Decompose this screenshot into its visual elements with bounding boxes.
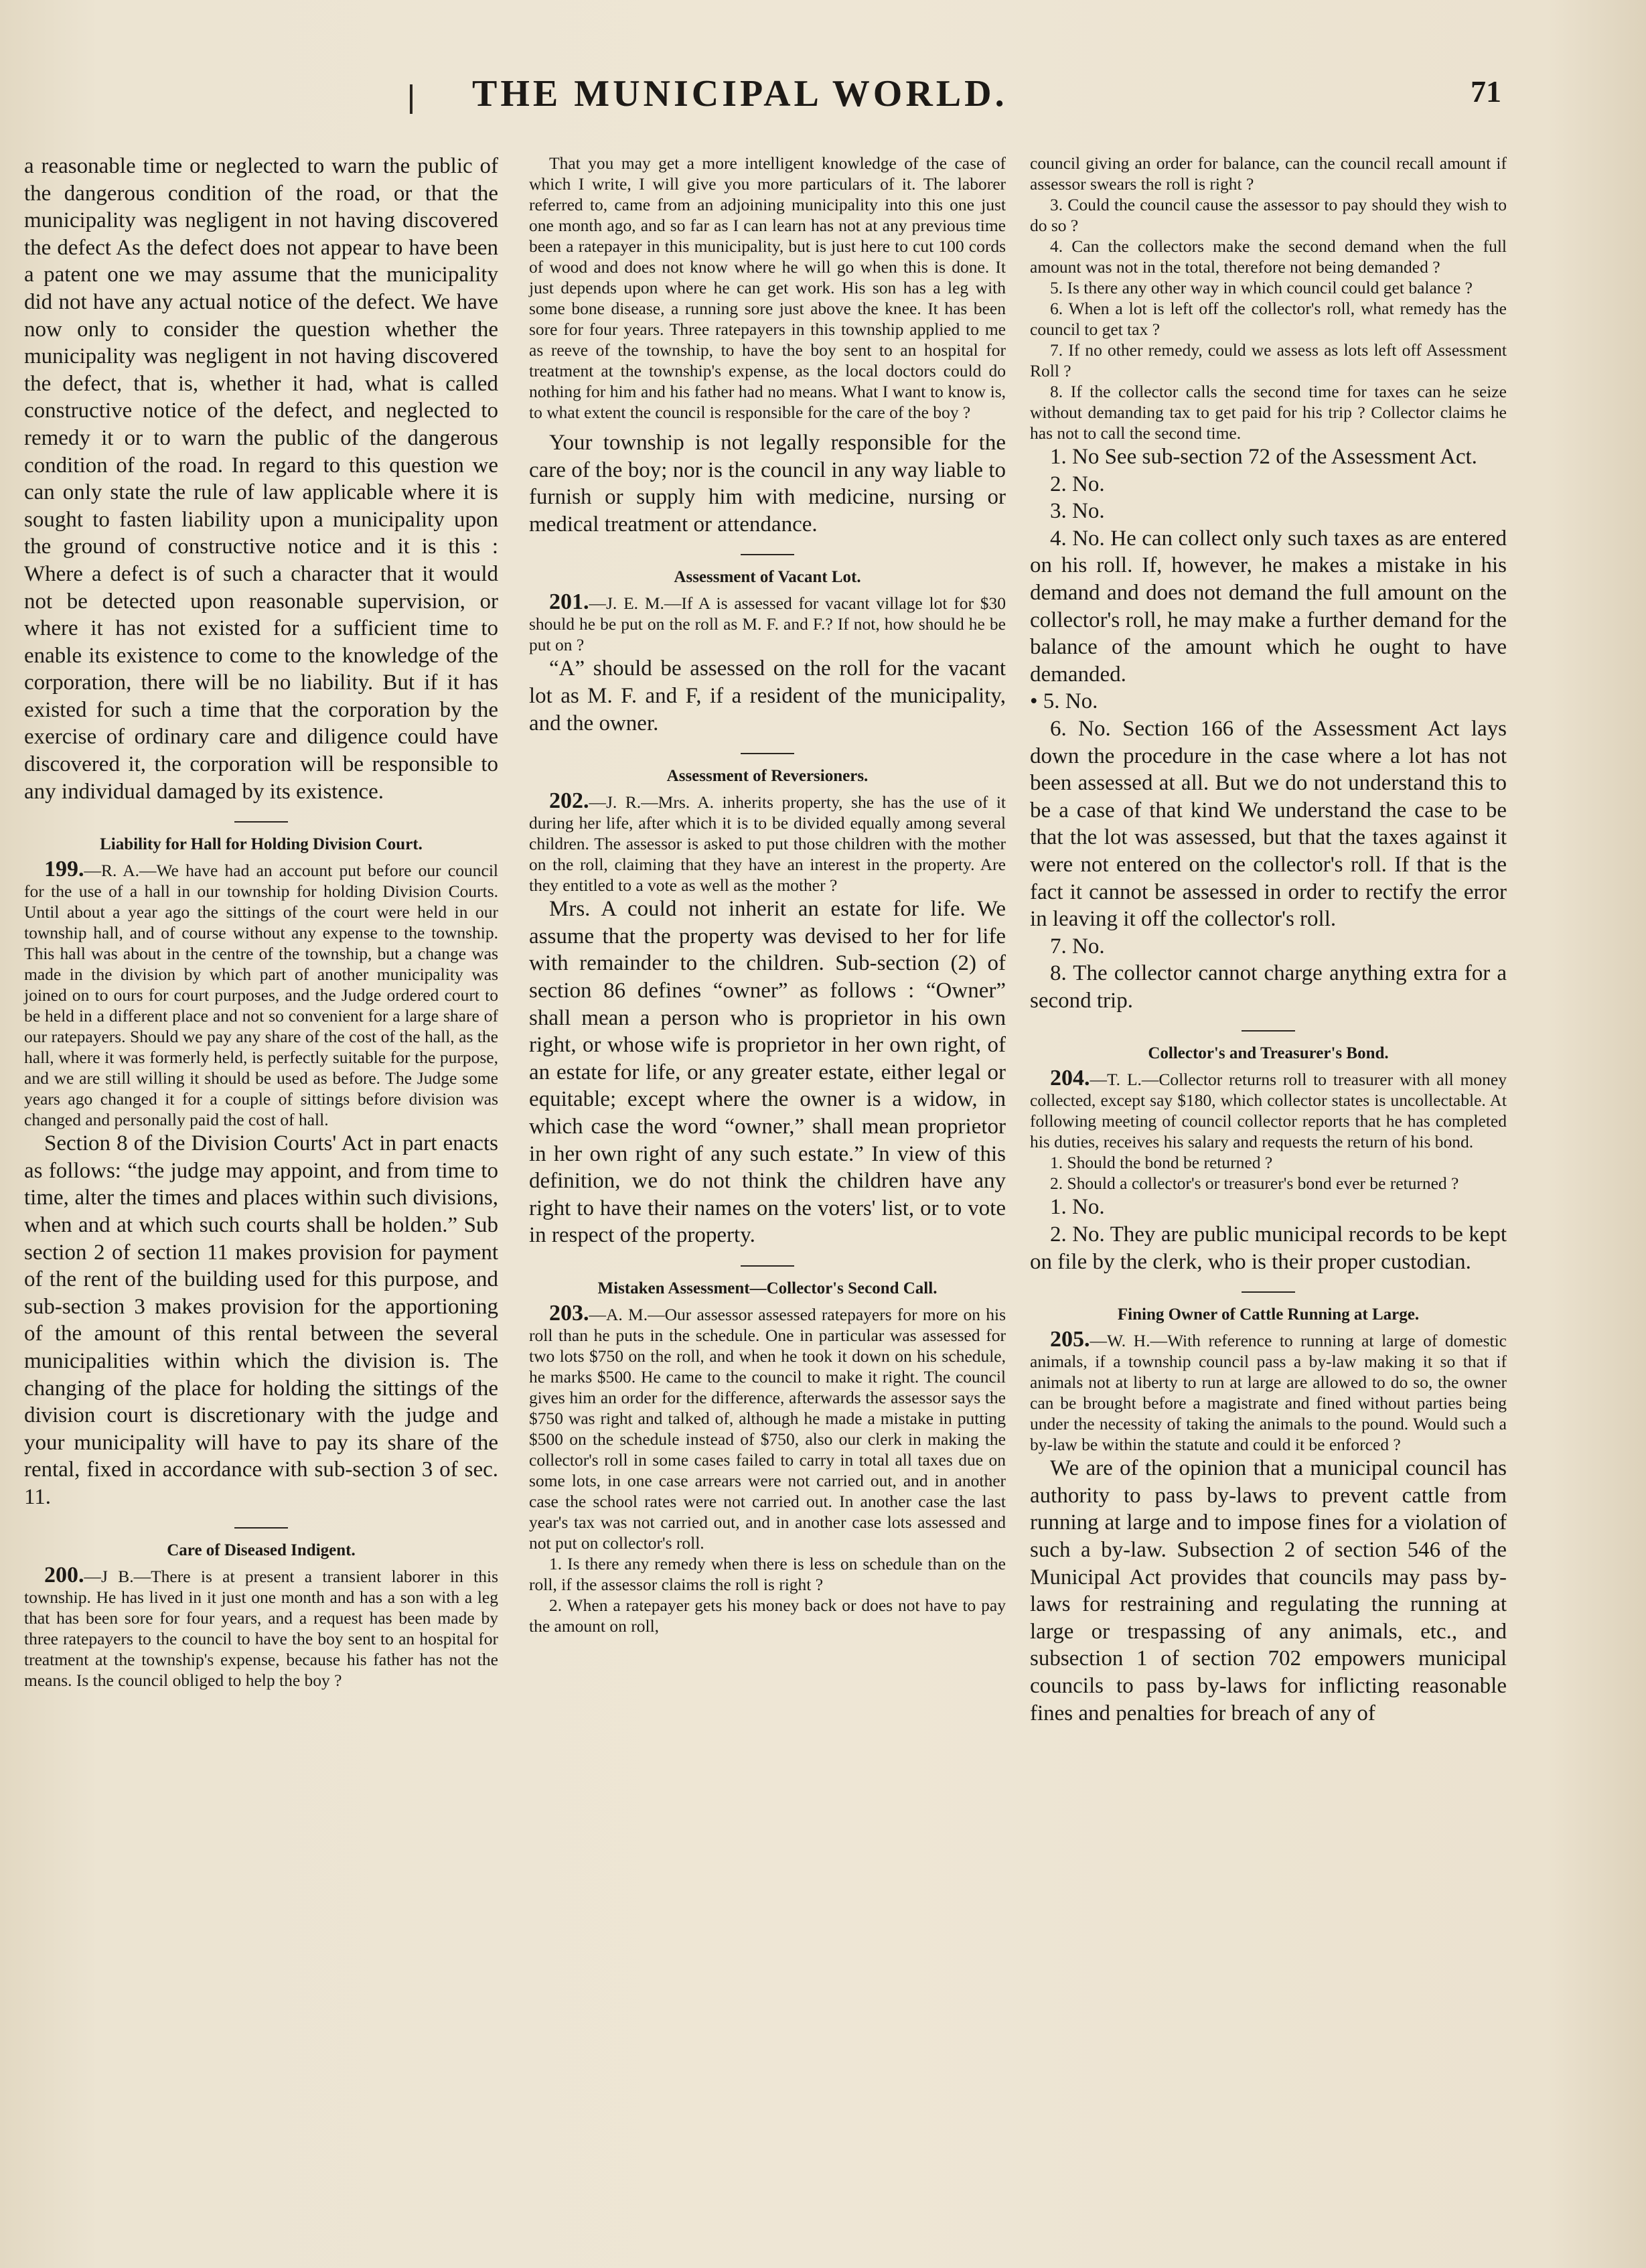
question-heading-200: Care of Diseased Indigent. — [167, 1541, 356, 1559]
divider — [234, 1527, 288, 1529]
answer-204-item-1: 1. No. — [1050, 1195, 1105, 1220]
question-203-item-5: 5. Is there any other way in which council could get balance ? — [1050, 278, 1473, 297]
question-200-continued: That you may get a more intelligent knowledge of the case of which I write, I will give you more particulars of it. The laborer referred to, came from an adjoining municipality into this one just one month ago, and so far as I can learn has not at any previous time been a ratepayer in this municipality, but is just here to cut 100 cords of wood and does not know where he will go when this is done. It just depends upon where he can get work. His son has a leg with some bone disease, a running sore just above the knee. It has been sore for four years. Three ratepayers in this township applied to me as reeve of the township, to have the boy sent to an hospital for treatment at the township's expense, as the local doctors could do nothing for him and his father had no means. What I want to know is, to what extent the council is responsible for the care of the boy ? — [529, 153, 1006, 422]
question-203-item-2: 2. When a ratepayer gets his money back or does not have to pay the amount on roll, — [529, 1595, 1006, 1636]
question-203-item-6: 6. When a lot is left off the collector's roll, what remedy has the council to get tax ? — [1030, 299, 1507, 339]
question-203-item-7: 7. If no other remedy, could we assess as lots left off Assessment Roll ? — [1030, 340, 1507, 380]
question-heading-199: Liability for Hall for Holding Division Court. — [100, 835, 423, 854]
question-200 — [24, 1562, 498, 1691]
answer-205: We are of the opinion that a municipal council has authority to pass by-laws to prevent cattle from running at large and to impose fines for a violation of such a by-law. Subsection 2 of section 546 of the Municipal Act provides that councils may pass by-laws for restraining and regulating the running at large or trespassing of any animals, etc., and subsection 1 of section 702 empowers municipal councils to pass by-laws for inflicting reasonable fines and penalties for breach of any of — [1030, 1456, 1507, 1725]
answer-203-item-4: 4. No. He can collect only such taxes as are entered on his roll. If, however, he makes a mistake in his demand and does not demand the full amount on the collector's roll, he may make a further demand for the balance of the amount which he ought to have demanded. — [1030, 526, 1507, 687]
question-204 — [1030, 1068, 1507, 1152]
answer-203-item-8: 8. The collector cannot charge anything extra for a second trip. — [1030, 961, 1507, 1013]
question-203-item-1: 1. Is there any remedy when there is less on schedule than on the roll, if the assessor claims the roll is right ? — [529, 1553, 1006, 1594]
column-2 — [529, 153, 1006, 1636]
question-205 — [1030, 1329, 1507, 1455]
column-3 — [1030, 153, 1507, 1727]
question-number: 205. — [1050, 1327, 1090, 1352]
question-203-item-2-continued: council giving an order for balance, can the council recall amount if assessor swears the roll is right ? — [1030, 153, 1507, 194]
question-text: —R. A.—We have had an account put before our council for the use of a hall in our township for holding Division Courts. Until about a year ago the sittings of the court were held in our township hall, and of course without any expense to the township. This hall was about in the centre of the township, but a change was made in the division by which part of another municipality was joined on to ours for court purposes, and the Judge ordered court to be held in a different place and not so convenient for a large share of our ratepayers. Should we pay any share of the cost of the hall, as the hall, where it was formerly held, is perfectly suitable for the purpose, and we are still willing it should be used as before. The Judge some years ago changed it for a couple of sittings before division was changed and personally paid the cost of hall. — [24, 861, 498, 1130]
question-204-item-2: 2. Should a collector's or treasurer's bond ever be returned ? — [1050, 1174, 1459, 1194]
question-199 — [24, 859, 498, 1130]
answer-203-item-7: 7. No. — [1050, 934, 1105, 959]
question-text: —J. E. M.—If A is assessed for vacant village lot for $30 should he be put on the roll as M. F. and F.? If not, how should he be put on ? — [529, 593, 1006, 655]
answer-203-item-5: • 5. No. — [1030, 689, 1098, 714]
question-heading-204: Collector's and Treasurer's Bond. — [1148, 1044, 1389, 1063]
page-header — [0, 72, 1646, 126]
question-203-item-8: 8. If the collector calls the second time for taxes can he seize without demanding tax to get paid for his trip ? Collector claims he has not to call the second time. — [1030, 382, 1507, 443]
question-heading-205: Fining Owner of Cattle Running at Large. — [1117, 1305, 1420, 1324]
column-1 — [24, 153, 498, 1691]
question-number: 199. — [44, 857, 84, 882]
question-203 — [529, 1300, 1006, 1553]
question-number: 203. — [549, 1300, 589, 1326]
question-number: 201. — [549, 589, 589, 615]
answer-199: Section 8 of the Division Courts' Act in part enacts as follows: “the judge may appoint, and from time to time, alter the times and places within such divisions, when and at which such courts shall be holden.” Sub section 2 of section 11 makes provision for payment of the rent of the building used for this purpose, and sub-section 3 makes provision for the apportioning of the amount of this rental between the several municipalities within which the division is. The changing of the place for holding the sittings of the division court is discretionary with the judge and your municipality will have to pay its share of the rental, fixed in accordance with sub-section 3 of sec. 11. — [24, 1131, 498, 1509]
question-204-item-1: 1. Should the bond be returned ? — [1050, 1153, 1273, 1173]
question-heading-203: Mistaken Assessment—Collector's Second Call. — [597, 1279, 938, 1297]
header-rule — [410, 84, 413, 114]
answer-200: Your township is not legally responsible for the care of the boy; nor is the council in any way liable to furnish or supply him with medicine, nursing or medical treatment or attendance. — [529, 431, 1006, 537]
answer-201: “A” should be assessed on the roll for the vacant lot as M. F. and F, if a resident of the municipality, and the owner. — [529, 656, 1006, 735]
divider — [741, 753, 794, 754]
divider — [741, 1265, 794, 1267]
divider — [234, 821, 288, 823]
question-text: —J B.—There is at present a transient laborer in this township. He has lived in it just one month and has a son with a leg that has been sore for four years, and a request has been made by three ratepayers to the council to have the boy sent to an hospital for treatment at the township's expense, because his father has not the means. Is the council obliged to help the boy ? — [24, 1566, 498, 1690]
question-heading-201: Assessment of Vacant Lot. — [674, 568, 861, 587]
divider — [1242, 1291, 1295, 1293]
question-203-item-4: 4. Can the collectors make the second demand when the full amount was not in the total, therefore not being demanded ? — [1030, 236, 1507, 277]
page-number: 71 — [1471, 74, 1501, 109]
divider — [741, 554, 794, 555]
question-text: —J. R.—Mrs. A. inherits property, she has the use of it during her life, after which it is to be divided equally among several children. The assessor is asked to put those children with the mother on the roll, claiming that they have an interest in the property. Are they entitled to a vote as well as the mother ? — [529, 792, 1006, 896]
question-text: —A. M.—Our assessor assessed ratepayers for more on his roll than he puts in the schedule. One in particular was assessed for two lots $750 on the roll, and when he took it down on his schedule, he marks $500. He came to the council to make it right. The council gives him an order for the difference, afterwards the assessor says the $750 was right and talked of, although he made a mistake in putting $500 on the schedule instead of $750, also our clerk in making the collector's roll in some cases failed to carry in total all taxes due on some lots, in one case arrears were not carried out, and in another case the school rates were not carried out. In another case the last year's tax was not carried out, and in another case lots assessed and not put on collector's roll. — [529, 1304, 1006, 1553]
continued-answer: a reasonable time or neglected to warn the public of the dangerous condition of the road, or that the municipality was negligent in not having discovered the defect As the defect does not appear to have been a patent one we may assume that the municipality did not have any actual notice of the defect. We have now only to consider the question whether the municipality was negligent in not having discovered the defect, that is, whether it had, what is called constructive notice of the defect, and neglected to remedy it or to warn the public of the dangerous condition of the road. In regard to this question we can only state the rule of law applicable where it is sought to fasten liability upon a municipality upon the ground of constructive notice and it is this : Where a defect is of such a character that it would not be detected upon reasonable supervision, or where it has not existed for a sufficient time to enable its existence to come to the knowledge of the corporation, there will be no liability. But if it has existed for such a time that the corporation by the exercise of ordinary care and diligence could have discovered it, the corporation will be responsible to any individual damaged by its existence. — [24, 154, 498, 804]
masthead-title: THE MUNICIPAL WORLD. — [472, 73, 1008, 115]
answer-203-item-1: 1. No See sub-section 72 of the Assessment Act. — [1050, 445, 1477, 469]
question-201 — [529, 591, 1006, 655]
question-number: 204. — [1050, 1066, 1090, 1091]
question-202 — [529, 790, 1006, 896]
answer-204-item-2: 2. No. They are public municipal records to be kept on file by the clerk, who is their proper custodian. — [1030, 1222, 1507, 1274]
answer-203-item-3: 3. No. — [1050, 499, 1105, 524]
question-text: —T. L.—Collector returns roll to treasurer with all money collected, except say $180, which collector states is uncollectable. At following meeting of council collector reports that he has completed his duties, receives his salary and requests the return of his bond. — [1030, 1070, 1507, 1152]
question-number: 202. — [549, 788, 589, 814]
question-text: —W. H.—With reference to running at large of domestic animals, if a township council pass a by-law making it so that if animals not at liberty to run at large are allowed to do so, the owner can be brought before a magistrate and fined without parties being under the necessity of taking the animals to the pound. Would such a by-law be within the statute and could it be enforced ? — [1030, 1331, 1507, 1455]
question-heading-202: Assessment of Reversioners. — [666, 767, 869, 786]
question-203-item-3: 3. Could the council cause the assessor to pay should they wish to do so ? — [1030, 195, 1507, 235]
answer-202: Mrs. A could not inherit an estate for life. We assume that the property was devised to her for life with remainder to the children. Sub-section (2) of section 86 defines “owner” as follows : “Owner” shall mean a person who is proprietor in his own right, or whose wife is proprietor in her own right, of an estate for life, or any greater estate, either legal or equitable; except where the owner is a widow, in which case the word “owner,” shall mean proprietor in her own right of any such estate.” In view of this definition, we do not think the children have any right to have their names on the voters' list, or to vote in respect of the property. — [529, 897, 1006, 1248]
question-number: 200. — [44, 1562, 84, 1587]
divider — [1242, 1030, 1295, 1032]
answer-203-item-2: 2. No. — [1050, 472, 1105, 496]
answer-203-item-6: 6. No. Section 166 of the Assessment Act lays down the procedure in the case where a lot has not been assessed at all. But we do not understand this to be a case of that kind We understand the case to be that the lot was assessed, but that the taxes against it were not entered on the collector's roll. If that is the fact it cannot be assessed in order to rectify the error in leaving it off the collector's roll. — [1030, 716, 1507, 932]
